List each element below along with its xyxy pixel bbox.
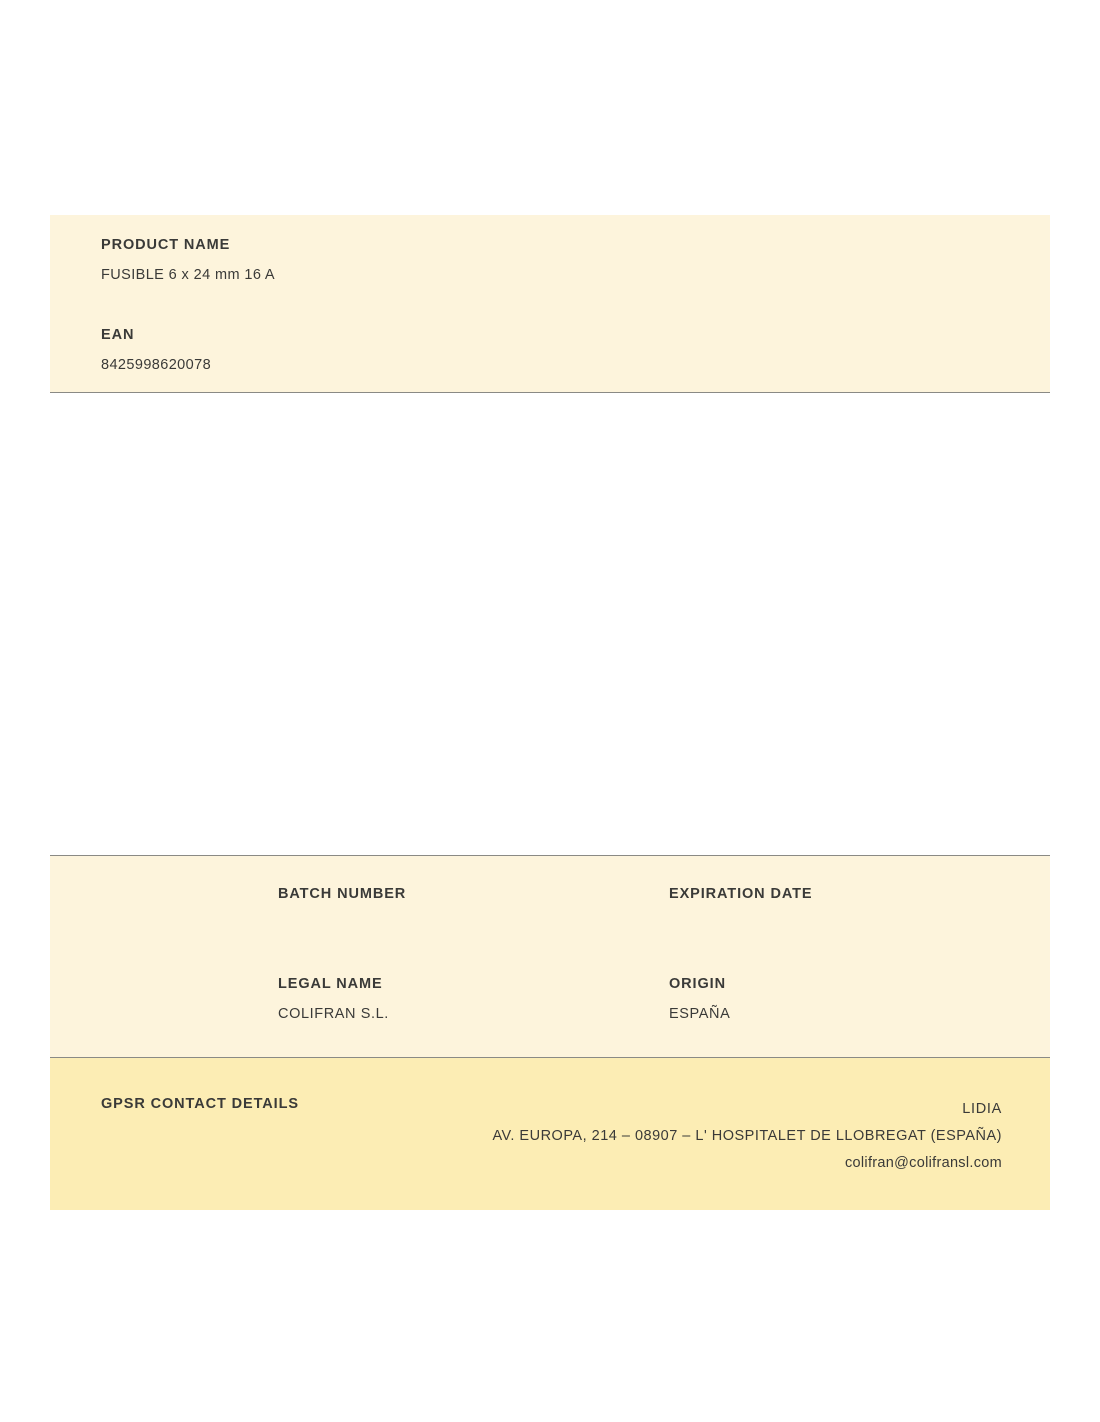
gpsr-contact-label: GPSR CONTACT DETAILS bbox=[101, 1096, 299, 1112]
ean-value: 8425998620078 bbox=[101, 357, 212, 373]
gpsr-contact-email: colifran@colifransl.com bbox=[845, 1155, 1002, 1171]
origin-label: ORIGIN bbox=[669, 976, 726, 992]
legal-name-label: LEGAL NAME bbox=[278, 976, 383, 992]
origin-value: ESPAÑA bbox=[669, 1006, 731, 1022]
ean-label: EAN bbox=[101, 327, 135, 343]
legal-name-value: COLIFRAN S.L. bbox=[278, 1006, 389, 1022]
gpsr-contact-lines bbox=[492, 1096, 1002, 1177]
product-info-block bbox=[50, 215, 1050, 393]
expiration-date-label: EXPIRATION DATE bbox=[669, 886, 813, 902]
batch-legal-block bbox=[50, 855, 1050, 1058]
gpsr-contact-name: LIDIA bbox=[962, 1101, 1002, 1117]
product-name-value: FUSIBLE 6 x 24 mm 16 A bbox=[101, 267, 276, 283]
batch-number-label: BATCH NUMBER bbox=[278, 886, 407, 902]
gpsr-contact-block bbox=[50, 1058, 1050, 1210]
gpsr-contact-address: AV. EUROPA, 214 – 08907 – L' HOSPITALET DE LLOBREGAT (ESPAÑA) bbox=[492, 1128, 1002, 1144]
product-name-label: PRODUCT NAME bbox=[101, 237, 231, 253]
